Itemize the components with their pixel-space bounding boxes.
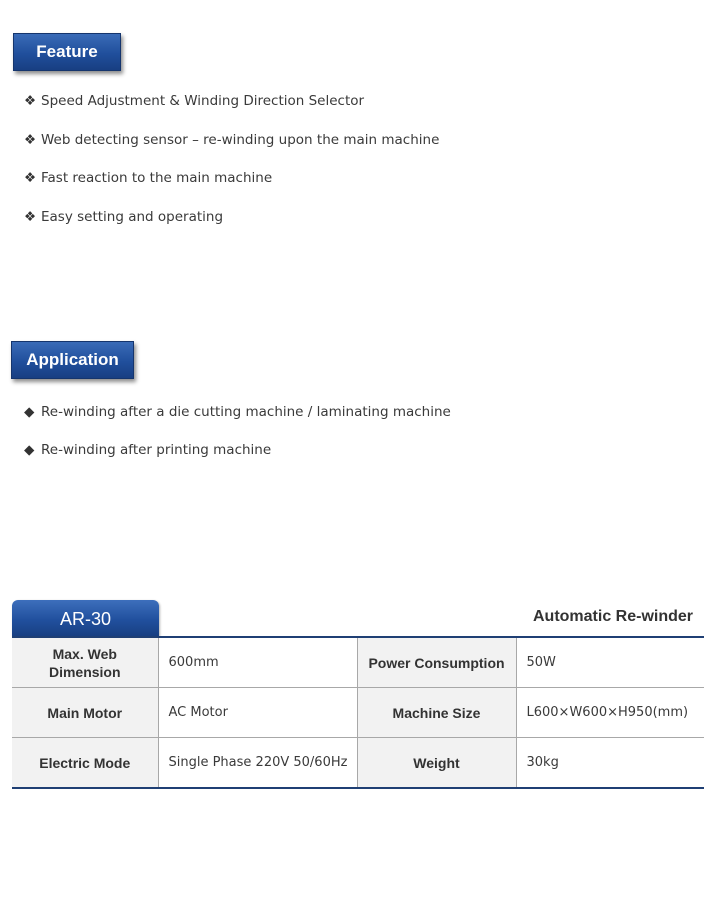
spec-value: 50W	[516, 637, 704, 688]
feature-item	[24, 208, 439, 247]
table-row	[12, 637, 704, 688]
bullet-solid-diamond-icon: ◆	[24, 404, 35, 420]
table-row	[12, 738, 704, 789]
feature-item-text: Speed Adjustment & Winding Direction Selector	[41, 93, 365, 109]
application-item	[24, 403, 451, 441]
spec-table	[12, 636, 704, 789]
feature-item	[24, 169, 439, 208]
feature-item-text: Fast reaction to the main machine	[41, 170, 273, 186]
bullet-diamond-icon: ❖	[24, 170, 37, 186]
spec-label: Power Consumption	[357, 637, 516, 688]
bullet-diamond-icon: ❖	[24, 208, 37, 225]
model-tab: AR-30	[12, 600, 159, 636]
product-name: Automatic Re-winder	[532, 608, 693, 625]
bullet-solid-diamond-icon: ◆	[24, 442, 35, 458]
feature-item	[24, 92, 439, 131]
application-item	[24, 441, 451, 479]
feature-item	[24, 131, 439, 170]
spec-value: Single Phase 220V 50/60Hz	[158, 738, 357, 789]
application-list	[24, 403, 451, 479]
spec-value: AC Motor	[158, 688, 357, 738]
spec-label: Machine Size	[357, 688, 516, 738]
feature-list	[24, 92, 439, 246]
bullet-diamond-icon: ❖	[24, 93, 37, 109]
feature-section-title: Feature	[13, 33, 121, 71]
spec-label: Weight	[357, 738, 516, 789]
table-row	[12, 688, 704, 738]
spec-value: 30kg	[516, 738, 704, 789]
spec-label: Main Motor	[12, 688, 158, 738]
spec-label: Max. Web Dimension	[12, 637, 158, 688]
spec-label: Electric Mode	[12, 738, 158, 789]
application-item-text: Re-winding after printing machine	[41, 442, 272, 458]
application-item-text: Re-winding after a die cutting machine / laminating machine	[41, 404, 451, 420]
spec-value: L600×W600×H950(mm)	[516, 688, 704, 738]
feature-item-text: Web detecting sensor – re-winding upon the main machine	[41, 131, 440, 148]
spec-value: 600mm	[158, 637, 357, 688]
bullet-diamond-icon: ❖	[24, 131, 37, 148]
application-section-title: Application	[11, 341, 134, 379]
feature-item-text: Easy setting and operating	[41, 208, 224, 225]
